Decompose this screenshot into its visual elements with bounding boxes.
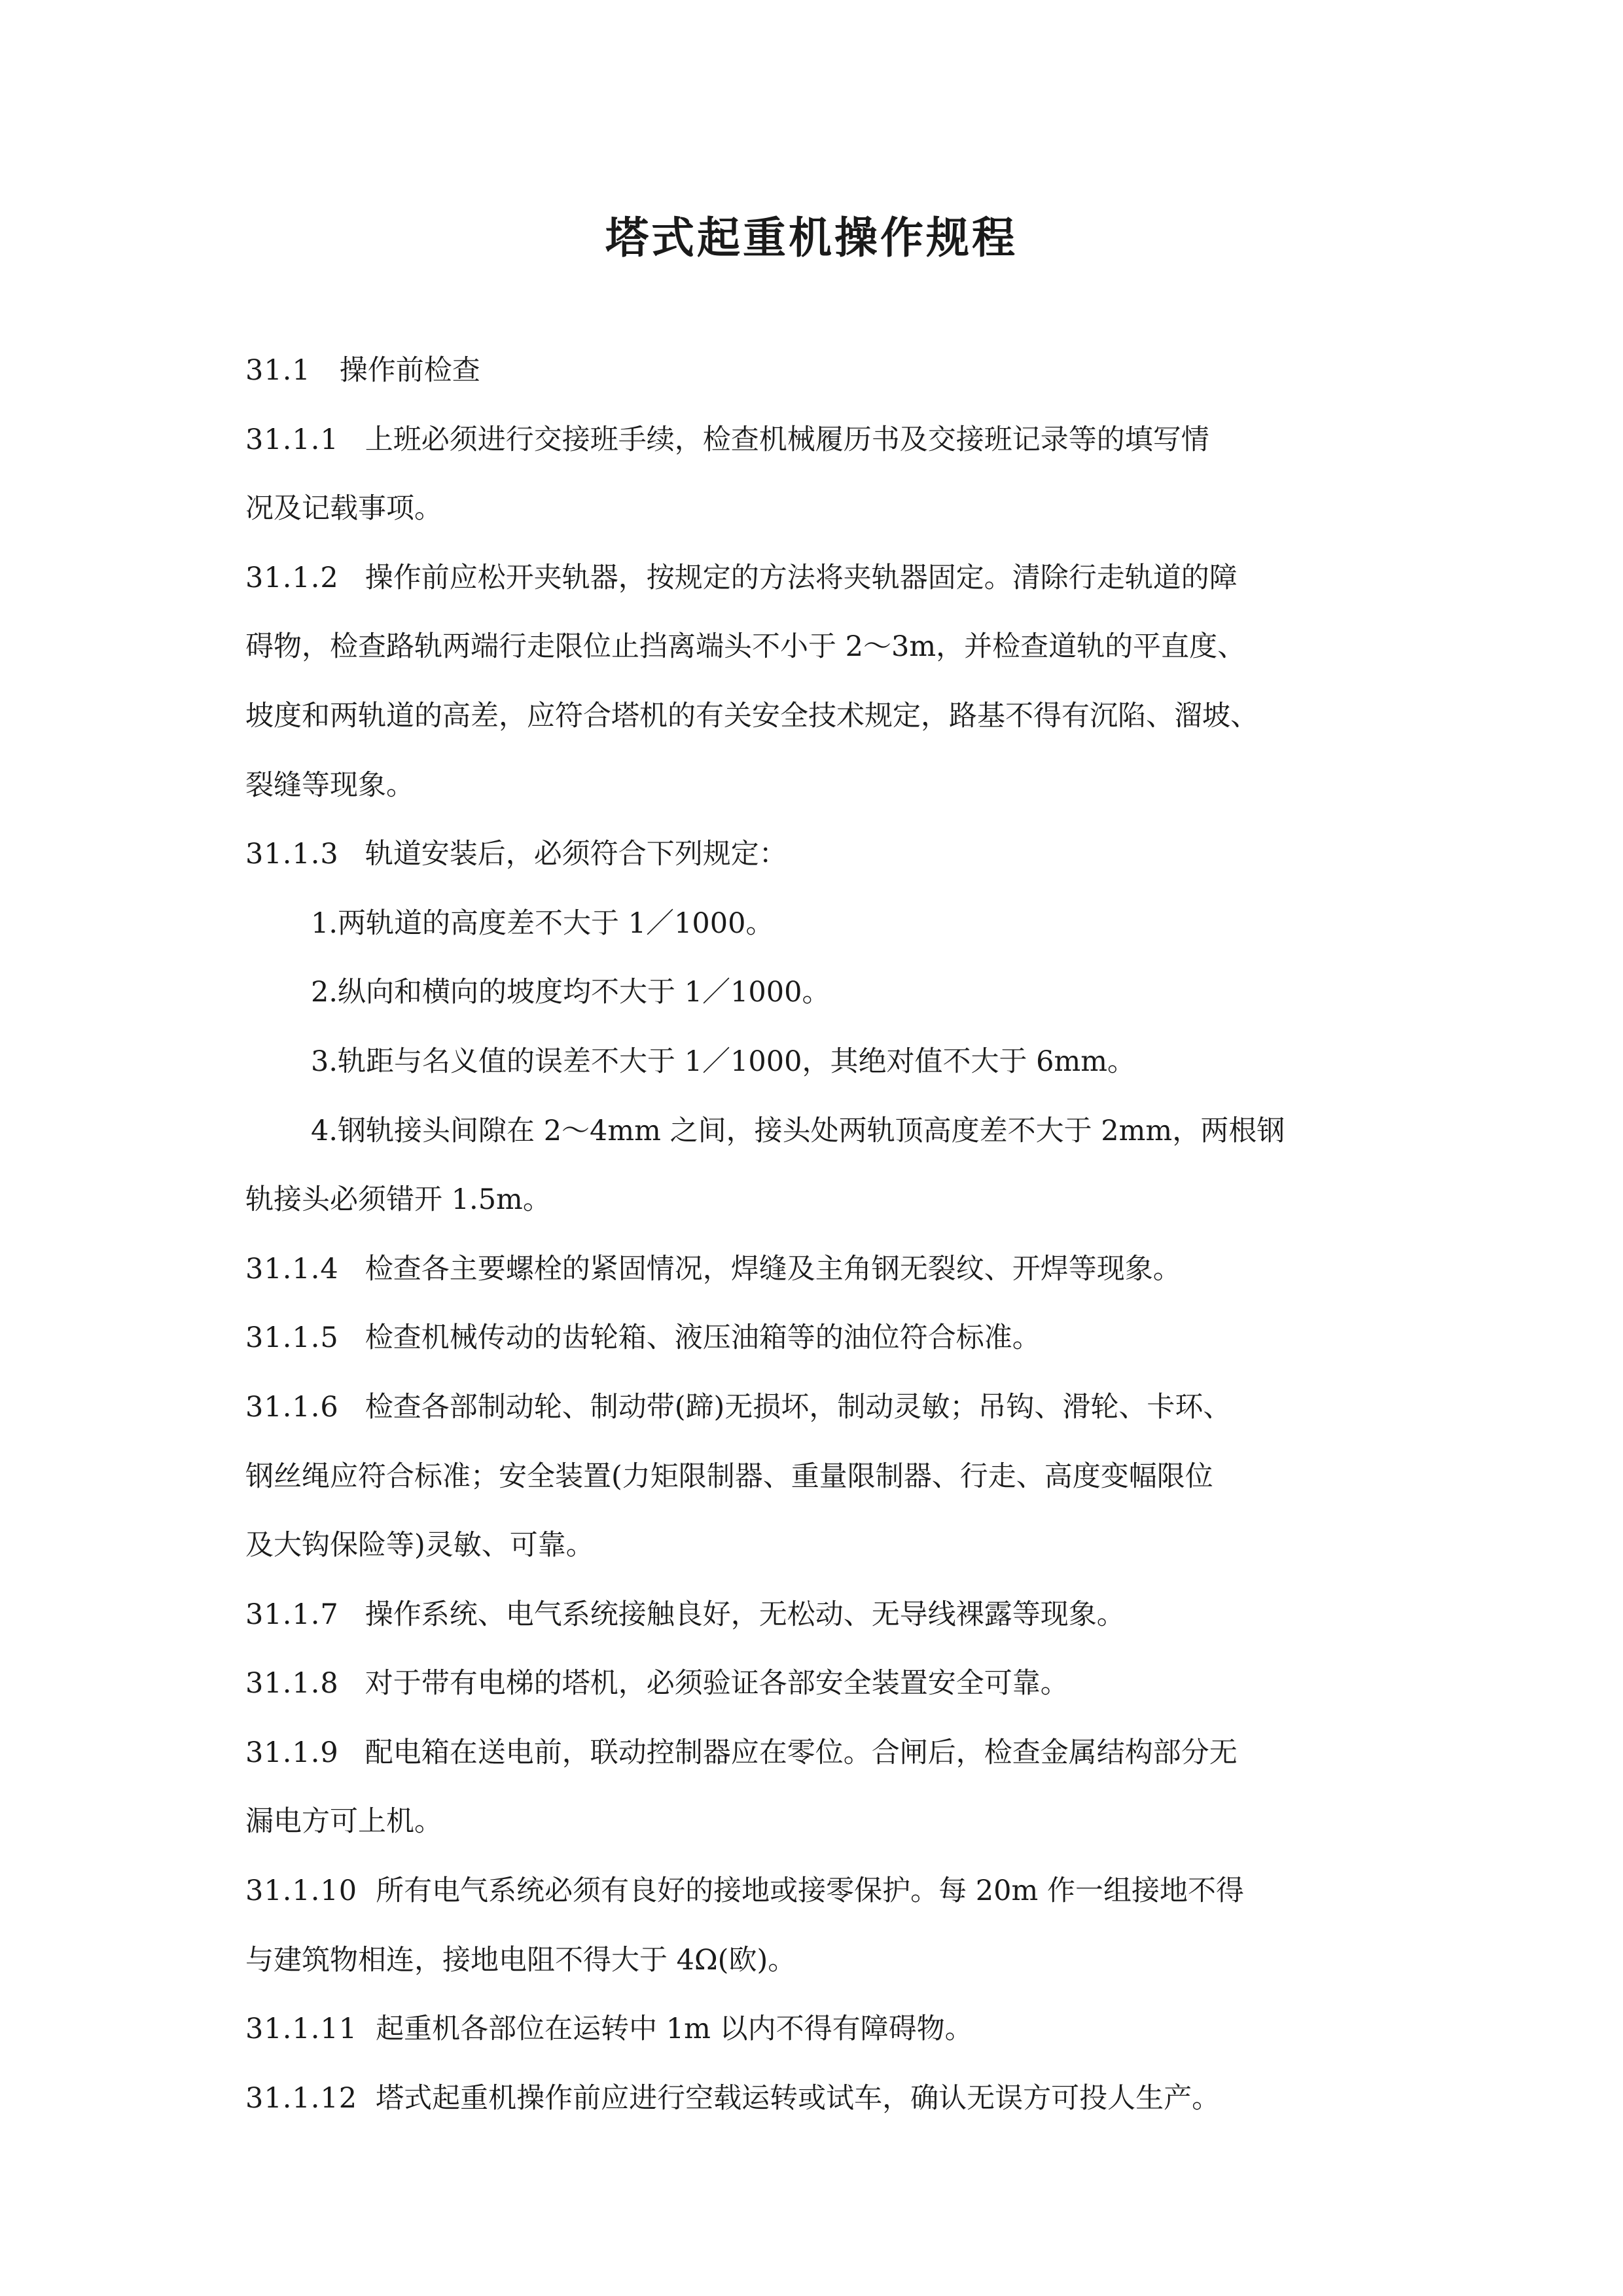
clause-number: 31.1.6: [245, 1390, 339, 1424]
clause-text-line: 裂缝等现象。: [245, 768, 414, 802]
clause-number: 31.1.1: [245, 423, 339, 456]
clause-text-line: 检查各主要螺栓的紧固情况，焊缝及主角钢无裂纹、开焊等现象。: [365, 1252, 1181, 1285]
clause-text-line: 碍物，检查路轨两端行走限位止挡离端头不小于 2～3m，并检查道轨的平直度、: [245, 630, 1246, 664]
clause-31-1-9: [245, 1719, 1397, 1857]
clause-31-1-4: [245, 1235, 1397, 1304]
rail-rule-3: [245, 1028, 1397, 1097]
clause-number: 31.1.8: [245, 1667, 339, 1700]
rule-text-line: 轨接头必须错开 1.5m。: [245, 1183, 551, 1217]
clause-text-line: 轨道安装后，必须符合下列规定：: [365, 838, 787, 871]
rule-text-line: 4.钢轨接头间隙在 2～4mm 之间，接头处两轨顶高度差不大于 2mm，两根钢: [311, 1114, 1285, 1147]
section-number: 31.1: [245, 354, 311, 387]
clause-31-1-11: [245, 1995, 1397, 2064]
page-title: 塔式起重机操作规程: [605, 212, 1018, 263]
clause-31-1-12: [245, 2064, 1397, 2134]
rail-rule-4: [245, 1097, 1397, 1235]
clause-text-line: 钢丝绳应符合标准；安全装置(力矩限制器、重量限制器、行走、高度变幅限位: [245, 1460, 1213, 1493]
clause-31-1-3: [245, 820, 1397, 889]
clause-text-line: 及大钩保险等)灵敏、可靠。: [245, 1529, 594, 1562]
clause-number: 31.1.10: [245, 1874, 358, 1908]
clause-number: 31.1.2: [245, 561, 339, 594]
rail-rule-2: [245, 958, 1397, 1028]
clause-number: 31.1.4: [245, 1252, 339, 1285]
clause-text-line: 检查各部制动轮、制动带(蹄)无损坏，制动灵敏；吊钩、滑轮、卡环、: [365, 1390, 1232, 1424]
clause-number: 31.1.3: [245, 838, 339, 871]
clause-31-1-5: [245, 1304, 1397, 1373]
section-heading: [245, 336, 1397, 406]
clause-text-line: 对于带有电梯的塔机，必须验证各部安全装置安全可靠。: [365, 1667, 1069, 1700]
clause-number: 31.1.11: [245, 2013, 358, 2046]
clause-31-1-10: [245, 1857, 1397, 1995]
rail-rule-1: [245, 889, 1397, 959]
clause-31-1-1: [245, 406, 1397, 544]
clause-number: 31.1.9: [245, 1736, 339, 1769]
clause-text-line: 况及记载事项。: [245, 492, 442, 526]
clause-31-1-7: [245, 1581, 1397, 1650]
clause-number: 31.1.7: [245, 1598, 339, 1631]
clause-text-line: 配电箱在送电前，联动控制器应在零位。合闸后，检查金属结构部分无: [365, 1736, 1238, 1769]
rule-text-line: 2.纵向和横向的坡度均不大于 1／1000。: [311, 976, 830, 1009]
rule-text-line: 1.两轨道的高度差不大于 1／1000。: [311, 906, 774, 940]
section-title: 操作前检查: [339, 354, 480, 387]
clause-text-line: 操作系统、电气系统接触良好，无松动、无导线裸露等现象。: [365, 1598, 1125, 1631]
clause-text-line: 操作前应松开夹轨器，按规定的方法将夹轨器固定。清除行走轨道的障: [365, 561, 1238, 594]
clause-text-line: 与建筑物相连，接地电阻不得大于 4Ω(欧)。: [245, 1943, 796, 1977]
clause-31-1-2: [245, 544, 1397, 820]
clause-text-line: 起重机各部位在运转中 1m 以内不得有障碍物。: [376, 2013, 973, 2046]
clause-text-line: 漏电方可上机。: [245, 1805, 442, 1839]
clause-number: 31.1.12: [245, 2081, 358, 2115]
clause-text-line: 检查机械传动的齿轮箱、液压油箱等的油位符合标准。: [365, 1321, 1041, 1355]
clause-text-line: 上班必须进行交接班手续，检查机械履历书及交接班记录等的填写情: [365, 423, 1209, 456]
clause-number: 31.1.5: [245, 1321, 339, 1355]
document-body: [245, 336, 1397, 2133]
rule-text-line: 3.轨距与名义值的误差不大于 1／1000，其绝对值不大于 6mm。: [311, 1045, 1136, 1078]
clause-text-line: 所有电气系统必须有良好的接地或接零保护。每 20m 作一组接地不得: [376, 1874, 1244, 1908]
clause-31-1-6: [245, 1373, 1397, 1581]
clause-text-line: 塔式起重机操作前应进行空载运转或试车，确认无误方可投人生产。: [376, 2081, 1221, 2115]
clause-31-1-8: [245, 1649, 1397, 1719]
clause-text-line: 坡度和两轨道的高差，应符合塔机的有关安全技术规定，路基不得有沉陷、溜坡、: [245, 699, 1258, 732]
